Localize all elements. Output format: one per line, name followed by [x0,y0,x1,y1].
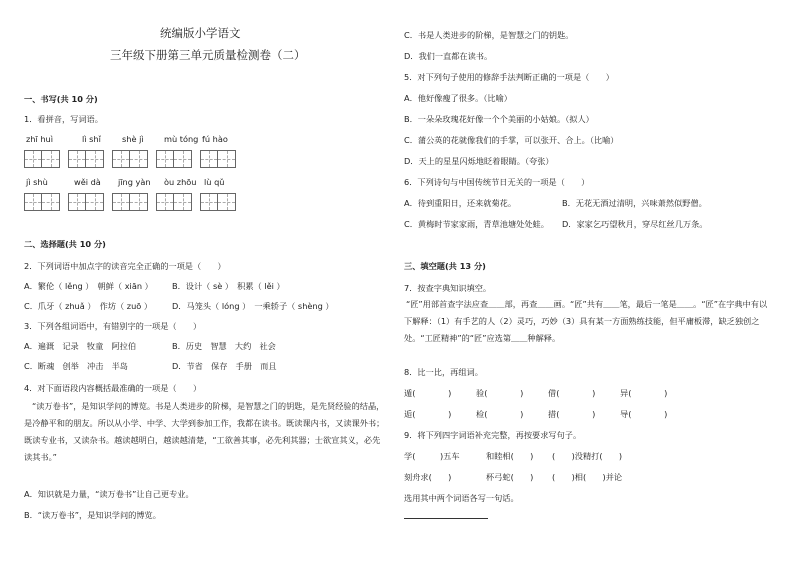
section2-heading: 二、选择题(共 10 分) [24,239,106,249]
pinyin-label: zhī huì [26,134,54,144]
q4-option-c[interactable]: C．书是人类进步的阶梯，是智慧之门的钥匙。 [404,30,574,40]
q9-prompt: 9．将下列四字词语补充完整，再按要求写句子。 [404,430,582,440]
q8-item[interactable]: 逅( ) [404,409,452,419]
pinyin-label: mù tóng [164,134,199,144]
q8-item[interactable]: 导( ) [620,409,668,419]
q9-item[interactable]: 杯弓蛇( ) [486,472,534,482]
section3-heading: 三、填空题(共 13 分) [404,261,486,271]
q7-passage[interactable]: “匠”用部首查字法应查＿＿部，再查＿＿画。“匠”共有＿＿笔，最后一笔是＿＿。“匠”在字典中有以下解释：（1）有手艺的人（2）灵巧，巧妙（3）具有某一方面熟练技能，但平庸板滞，缺乏独创之处。“工匠精神”的“匠”应选第＿＿种解释。 [404,299,768,343]
q8-item[interactable]: 借( ) [548,388,596,398]
q5-prompt: 5．对下列句子使用的修辞手法判断正确的一项是（ ） [404,72,614,82]
q3-option-d[interactable]: D．节省 保存 手册 而且 [172,361,277,371]
q5-option-a[interactable]: A．他好像瘦了很多。（比喻） [404,93,512,103]
writing-grid-row1[interactable] [24,150,244,168]
q4-option-d[interactable]: D．我们一直都在读书。 [404,51,493,61]
pinyin-label: shè jì [122,134,144,144]
q3-prompt: 3．下列各组词语中，有错别字的一项是（ ） [24,321,202,331]
q3-option-c[interactable]: C．断魂 创举 冲击 半岛 [24,361,128,371]
pinyin-label: lù qǔ [204,177,225,187]
q4-prompt: 4．对下面语段内容概括最准确的一项是（ ） [24,383,202,393]
q8-item[interactable]: 异( ) [620,388,668,398]
exam-title-line1: 统编版小学语文 [160,26,241,40]
q2-option-d[interactable]: D．马笼头（ lóng ） 一乘轿子（ shèng ） [172,301,334,311]
q5-option-c[interactable]: C．蒲公英的花就像我们的手掌，可以张开、合上。（比喻） [404,135,619,145]
q6-prompt: 6．下列诗句与中国传统节日无关的一项是（ ） [404,177,590,187]
q8-item[interactable]: 验( ) [476,388,524,398]
q9-item[interactable]: ( )没精打( ) [552,451,623,461]
q9-item[interactable]: ( )相( )并论 [552,472,623,482]
q7-prompt: 7．按查字典知识填空。 [404,283,492,293]
pinyin-label: wěi dà [74,177,101,187]
q6-option-d[interactable]: D．家家乞巧望秋月，穿尽红丝几万条。 [562,219,708,229]
q5-option-b[interactable]: B．一朵朵玫瑰花好像一个个美丽的小姑娘。（拟人） [404,114,594,124]
q3-option-a[interactable]: A．遍溉 记录 牧童 阿拉伯 [24,341,137,351]
pinyin-label: lì shǐ [82,134,101,144]
pinyin-label: jīng yàn [118,177,151,187]
q3-option-b[interactable]: B．历史 智慧 大约 社会 [172,341,276,351]
q6-option-b[interactable]: B．无花无酒过清明，兴味萧然似野僧。 [562,198,707,208]
section1-heading: 一、书写(共 10 分) [24,94,98,104]
q2-option-b[interactable]: B．设计（ sè ） 积累（ lěi ） [172,281,285,291]
pinyin-label: jì shù [26,177,48,187]
q2-option-c[interactable]: C．爪牙（ zhuǎ ） 作坊（ zuō ） [24,301,153,311]
q4-option-b[interactable]: B．“读万卷书”，是知识学问的博览。 [24,510,161,520]
writing-grid-row2[interactable] [24,193,244,211]
q9-item[interactable]: 刻舟求( ) [404,472,452,482]
q4-passage: “读万卷书”，是知识学问的博览。书是人类进步的阶梯，是智慧之门的钥匙，是先贤经验的结晶，是冷静平和的朋友。所以从小学、中学、大学到参加工作，我都在读书。既读课内书，又读课外书；既读专业书，又读杂书。越读越明白，越读越清楚，“工欲善其事，必先利其器；士欲宣其义，必先读其书。” [24,401,385,462]
q9-item[interactable]: 学( )五车 [404,451,460,461]
pinyin-label: fú hào [202,134,228,144]
q8-item[interactable]: 措( ) [548,409,596,419]
q2-prompt: 2．下列词语中加点字的读音完全正确的一项是（ ） [24,261,226,271]
q6-option-a[interactable]: A．待到重阳日，还来就菊花。 [404,198,517,208]
q8-item[interactable]: 遁( ) [404,388,452,398]
q2-option-a[interactable]: A．繁伦（ lěng ） 朝鲜（ xiān ） [24,281,153,291]
q6-option-c[interactable]: C．黄梅时节家家雨，青草池塘处处蛙。 [404,219,549,229]
q9-instruction: 选用其中两个词语各写一句话。 [404,493,519,503]
q4-option-a[interactable]: A．知识就是力量，“读万卷书”让自己更专业。 [24,489,194,499]
q8-prompt: 8．比一比，再组词。 [404,367,483,377]
answer-line[interactable] [404,518,488,519]
q5-option-d[interactable]: D．天上的星星闪烁地眨着眼睛。（夸张） [404,156,554,166]
pinyin-label: òu zhōu [164,177,197,187]
q8-item[interactable]: 检( ) [476,409,524,419]
exam-title-line2: 三年级下册第三单元质量检测卷（二） [110,48,306,62]
q1-prompt: 1．看拼音，写词语。 [24,114,103,124]
q9-item[interactable]: 和睦相( ) [486,451,534,461]
